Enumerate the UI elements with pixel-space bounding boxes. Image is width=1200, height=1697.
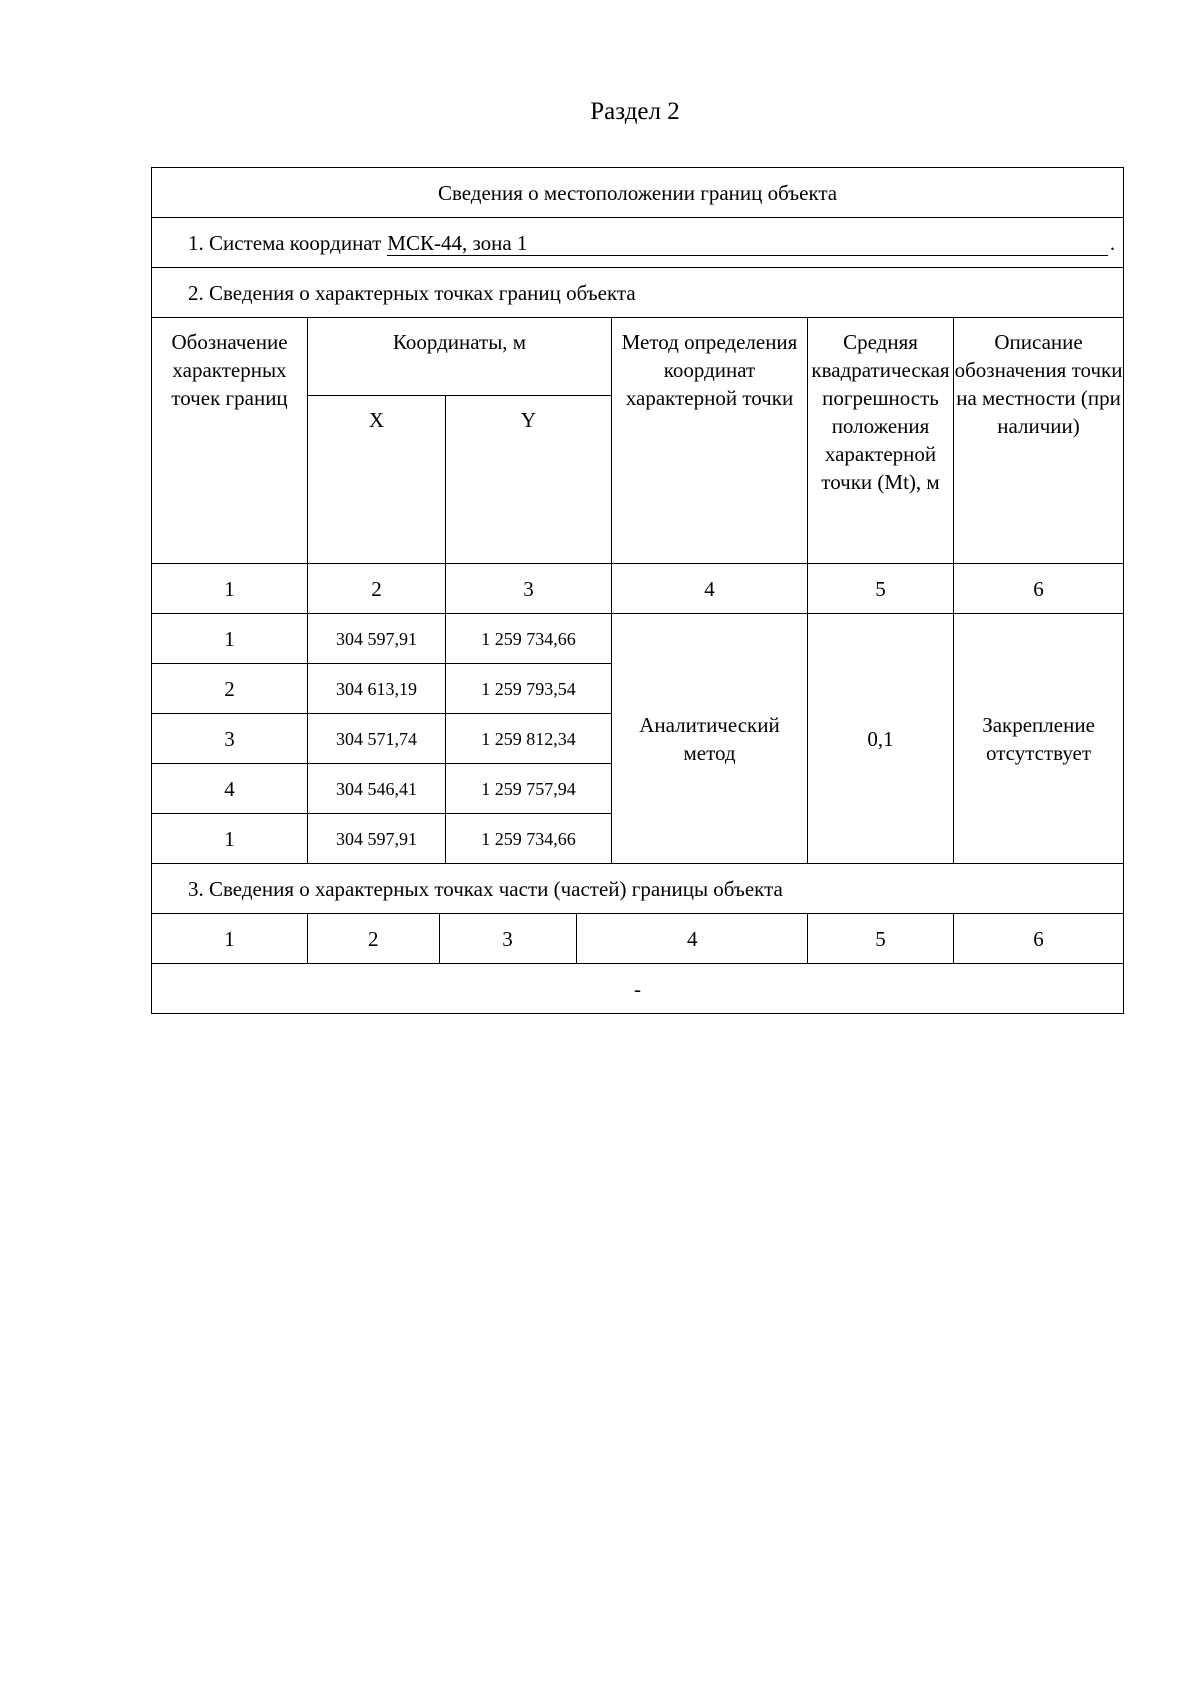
column-number: 5: [808, 564, 954, 614]
point-id: 1: [152, 614, 308, 664]
point-x: 304 546,41: [308, 764, 446, 814]
point-x: 304 597,91: [308, 614, 446, 664]
section-title: Раздел 2: [590, 98, 680, 125]
point-x: 304 571,74: [308, 714, 446, 764]
column-number: 4: [612, 564, 808, 614]
header-coordinates: Координаты, м: [308, 318, 612, 396]
part-column-number: 6: [954, 914, 1124, 964]
header-error: Средняя квадратическая погрешность положения характерной точки (Mt), м: [808, 318, 954, 564]
coordinate-system-label: 1. Система координат: [188, 230, 382, 255]
point-id: 2: [152, 664, 308, 714]
point-id: 3: [152, 714, 308, 764]
point-id: 1: [152, 814, 308, 864]
error-value: 0,1: [808, 614, 954, 864]
point-x: 304 613,19: [308, 664, 446, 714]
points-section-heading: 2. Сведения о характерных точках границ объекта: [152, 268, 1124, 318]
header-method: Метод определения координат характерной точки: [612, 318, 808, 564]
part-column-number: 3: [439, 914, 576, 963]
table-heading: Сведения о местоположении границ объекта: [152, 168, 1124, 218]
column-number: 2: [308, 564, 446, 614]
header-designation: Обозначение характерных точек границ: [152, 318, 308, 564]
coordinate-system-end: .: [1109, 230, 1116, 255]
empty-marker: -: [152, 964, 1124, 1014]
column-number: 1: [152, 564, 308, 614]
header-x: X: [308, 396, 446, 564]
part-column-number: 4: [687, 926, 698, 951]
point-x: 304 597,91: [308, 814, 446, 864]
point-y: 1 259 734,66: [446, 614, 612, 664]
part-points-section-heading: 3. Сведения о характерных точках части (частей) границы объекта: [152, 864, 1124, 914]
coordinate-system-row: [152, 218, 1124, 268]
part-column-number: 2: [308, 914, 439, 963]
part-column-group: [308, 914, 808, 964]
boundary-table: [151, 167, 1124, 1014]
point-id: 4: [152, 764, 308, 814]
description-value: Закрепление отсутствует: [954, 614, 1124, 864]
point-y: 1 259 793,54: [446, 664, 612, 714]
part-column-number: 1: [152, 914, 308, 964]
header-y: Y: [446, 396, 612, 564]
point-y: 1 259 757,94: [446, 764, 612, 814]
point-y: 1 259 812,34: [446, 714, 612, 764]
column-number: 6: [954, 564, 1124, 614]
column-number: 3: [446, 564, 612, 614]
part-column-number: 5: [808, 914, 954, 964]
coordinate-system-value: МСК-44, зона 1: [387, 231, 1108, 256]
header-description: Описание обозначения точки на местности (при наличии): [954, 318, 1124, 564]
table-row: [152, 614, 1124, 664]
method-value: Аналитический метод: [612, 614, 808, 864]
point-y: 1 259 734,66: [446, 814, 612, 864]
